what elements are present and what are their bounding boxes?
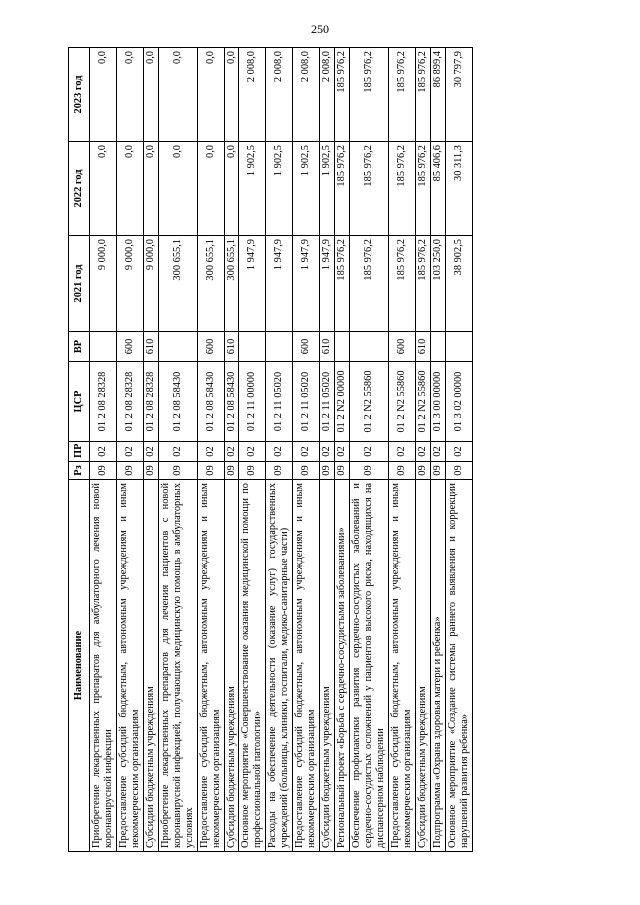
- row-2023: 185 976,2: [350, 48, 389, 142]
- table-row: [197, 48, 224, 852]
- table-row: [430, 48, 445, 852]
- table-row: [388, 48, 415, 852]
- row-csr: 01 2 11 05020: [320, 362, 335, 442]
- table-row: [445, 48, 472, 852]
- row-2022: 30 311,3: [445, 142, 472, 236]
- table-row: [415, 48, 430, 852]
- row-csr: 01 3 00 00000: [430, 362, 445, 442]
- row-rz: 09: [430, 462, 445, 480]
- row-2021: 9 000,0: [116, 236, 143, 332]
- row-2021: 9 000,0: [143, 236, 158, 332]
- row-2022: 0,0: [158, 142, 197, 236]
- row-2022: 85 406,6: [430, 142, 445, 236]
- header-2022: 2022 год: [69, 142, 90, 236]
- row-pr: 02: [90, 442, 117, 462]
- header-name: Наименование: [69, 480, 90, 852]
- row-2023: 30 797,9: [445, 48, 472, 142]
- row-pr: 02: [415, 442, 430, 462]
- row-2021: 1 947,9: [293, 236, 320, 332]
- row-vr: [445, 332, 472, 362]
- header-vr: ВР: [69, 332, 90, 362]
- row-pr: 02: [430, 442, 445, 462]
- row-name: Основное мероприятие «Совершенствование оказания медицинской помощи по профессиональной патологии»: [239, 480, 266, 852]
- row-vr: [266, 332, 293, 362]
- row-name: Предоставление субсидий бюджетным, автономным учреждениям и иным некоммерческим организациям: [293, 480, 320, 852]
- row-rz: 09: [116, 462, 143, 480]
- row-csr: 01 2 08 58430: [197, 362, 224, 442]
- table-row: [320, 48, 335, 852]
- row-vr: [158, 332, 197, 362]
- row-2022: 0,0: [116, 142, 143, 236]
- row-name: Приобретение лекарственных препаратов для лечения пациентов с новой коронавирусной инфекцией, получающих медицинскую помощь в амбулаторных условиях: [158, 480, 197, 852]
- row-2021: 38 902,5: [445, 236, 472, 332]
- row-rz: 09: [224, 462, 239, 480]
- budget-table: [68, 47, 473, 852]
- row-csr: 01 2 11 05020: [293, 362, 320, 442]
- row-name: Предоставление субсидий бюджетным, автономным учреждениям и иным некоммерческим организациям: [197, 480, 224, 852]
- row-2022: 185 976,2: [335, 142, 350, 236]
- table-row: [239, 48, 266, 852]
- table-body: [90, 48, 473, 852]
- row-rz: 09: [388, 462, 415, 480]
- table-row: [143, 48, 158, 852]
- row-csr: 01 2 11 00000: [239, 362, 266, 442]
- row-pr: 02: [158, 442, 197, 462]
- row-pr: 02: [335, 442, 350, 462]
- row-2022: 0,0: [90, 142, 117, 236]
- row-2023: 2 008,0: [320, 48, 335, 142]
- row-2022: 1 902,5: [320, 142, 335, 236]
- row-2022: 0,0: [197, 142, 224, 236]
- row-pr: 02: [197, 442, 224, 462]
- row-2021: 9 000,0: [90, 236, 117, 332]
- row-csr: 01 2 08 58430: [158, 362, 197, 442]
- row-2023: 0,0: [224, 48, 239, 142]
- row-csr: 01 2 N2 00000: [335, 362, 350, 442]
- row-2023: 0,0: [158, 48, 197, 142]
- row-vr: 610: [320, 332, 335, 362]
- row-csr: 01 2 08 28328: [90, 362, 117, 442]
- row-rz: 09: [143, 462, 158, 480]
- row-pr: 02: [388, 442, 415, 462]
- row-2023: 2 008,0: [239, 48, 266, 142]
- row-name: Субсидии бюджетным учреждениям: [224, 480, 239, 852]
- row-rz: 09: [350, 462, 389, 480]
- row-2023: 0,0: [143, 48, 158, 142]
- row-2023: 185 976,2: [388, 48, 415, 142]
- row-2022: 0,0: [143, 142, 158, 236]
- row-rz: 09: [239, 462, 266, 480]
- row-2023: 2 008,0: [293, 48, 320, 142]
- row-rz: 09: [445, 462, 472, 480]
- row-2021: 185 976,2: [350, 236, 389, 332]
- table-row: [293, 48, 320, 852]
- row-2022: 185 976,2: [388, 142, 415, 236]
- row-2023: 0,0: [116, 48, 143, 142]
- row-name: Субсидии бюджетным учреждениям: [143, 480, 158, 852]
- row-2023: 0,0: [90, 48, 117, 142]
- table-row: [350, 48, 389, 852]
- row-2022: 1 902,5: [266, 142, 293, 236]
- table-row: [116, 48, 143, 852]
- row-vr: [350, 332, 389, 362]
- row-rz: 09: [197, 462, 224, 480]
- row-2021: 185 976,2: [335, 236, 350, 332]
- row-rz: 09: [266, 462, 293, 480]
- row-csr: 01 2 N2 55860: [388, 362, 415, 442]
- table-row: [224, 48, 239, 852]
- row-2021: 300 655,1: [158, 236, 197, 332]
- row-2022: 185 976,2: [350, 142, 389, 236]
- row-name: Подпрограмма «Охрана здоровья матери и ребенка»: [430, 480, 445, 852]
- row-vr: [430, 332, 445, 362]
- row-2021: 185 976,2: [388, 236, 415, 332]
- row-vr: 600: [197, 332, 224, 362]
- row-name: Основное мероприятие «Создание системы раннего выявления и коррекции нарушений развития ребенка»: [445, 480, 472, 852]
- row-vr: 610: [224, 332, 239, 362]
- row-csr: 01 3 02 00000: [445, 362, 472, 442]
- row-name: Приобретение лекарственных препаратов для амбулаторного лечения новой коронавирусной инфекции: [90, 480, 117, 852]
- row-2021: 300 655,1: [224, 236, 239, 332]
- row-2023: 185 976,2: [415, 48, 430, 142]
- row-2021: 103 250,0: [430, 236, 445, 332]
- header-2023: 2023 год: [69, 48, 90, 142]
- table-row: [90, 48, 117, 852]
- table-row: [266, 48, 293, 852]
- row-pr: 02: [143, 442, 158, 462]
- row-rz: 09: [90, 462, 117, 480]
- row-2021: 300 655,1: [197, 236, 224, 332]
- row-vr: 600: [116, 332, 143, 362]
- row-vr: [90, 332, 117, 362]
- row-pr: 02: [116, 442, 143, 462]
- row-vr: 600: [293, 332, 320, 362]
- row-csr: 01 2 08 28328: [143, 362, 158, 442]
- table-row: [335, 48, 350, 852]
- row-2021: 1 947,9: [320, 236, 335, 332]
- page-number: 250: [311, 22, 329, 36]
- row-pr: 02: [350, 442, 389, 462]
- row-2021: 185 976,2: [415, 236, 430, 332]
- row-rz: 09: [415, 462, 430, 480]
- row-pr: 02: [266, 442, 293, 462]
- row-rz: 09: [293, 462, 320, 480]
- row-rz: 09: [320, 462, 335, 480]
- row-2023: 185 976,2: [335, 48, 350, 142]
- row-rz: 09: [335, 462, 350, 480]
- row-csr: 01 2 11 05020: [266, 362, 293, 442]
- row-name: Субсидии бюджетным учреждениям: [320, 480, 335, 852]
- row-name: Предоставление субсидий бюджетным, автономным учреждениям и иным некоммерческим организациям: [388, 480, 415, 852]
- row-2022: 1 902,5: [239, 142, 266, 236]
- row-2021: 1 947,9: [266, 236, 293, 332]
- row-pr: 02: [239, 442, 266, 462]
- row-2023: 86 899,4: [430, 48, 445, 142]
- row-name: Предоставление субсидий бюджетным, автономным учреждениям и иным некоммерческим организациям: [116, 480, 143, 852]
- header-csr: ЦСР: [69, 362, 90, 442]
- row-name: Субсидии бюджетным учреждениям: [415, 480, 430, 852]
- row-vr: 610: [143, 332, 158, 362]
- row-vr: [239, 332, 266, 362]
- row-pr: 02: [224, 442, 239, 462]
- row-name: Региональный проект «Борьба с сердечно-сосудистыми заболеваниями»: [335, 480, 350, 852]
- row-2023: 2 008,0: [266, 48, 293, 142]
- row-rz: 09: [158, 462, 197, 480]
- row-vr: 610: [415, 332, 430, 362]
- row-csr: 01 2 N2 55860: [350, 362, 389, 442]
- row-2022: 185 976,2: [415, 142, 430, 236]
- header-pr: ПР: [69, 442, 90, 462]
- header-2021: 2021 год: [69, 236, 90, 332]
- row-csr: 01 2 N2 55860: [415, 362, 430, 442]
- row-name: Обеспечение профилактики развития сердечно-сосудистых заболеваний и сердечно-сосудистых осложнений у пациентов высокого риска, находящихся на диспансерном наблюдении: [350, 480, 389, 852]
- row-csr: 01 2 08 58430: [224, 362, 239, 442]
- row-2021: 1 947,9: [239, 236, 266, 332]
- row-pr: 02: [293, 442, 320, 462]
- rotated-table-container: [68, 48, 565, 852]
- row-pr: 02: [320, 442, 335, 462]
- row-2022: 1 902,5: [293, 142, 320, 236]
- row-csr: 01 2 08 28328: [116, 362, 143, 442]
- row-name: Расходы на обеспечение деятельности (оказание услуг) государственных учреждений (больницы, клиники, госпитали, медико-санитарные части): [266, 480, 293, 852]
- row-vr: [335, 332, 350, 362]
- header-rz: Рз: [69, 462, 90, 480]
- row-pr: 02: [445, 442, 472, 462]
- table-row: [158, 48, 197, 852]
- row-vr: 600: [388, 332, 415, 362]
- row-2022: 0,0: [224, 142, 239, 236]
- table-header-row: [69, 48, 90, 852]
- row-2023: 0,0: [197, 48, 224, 142]
